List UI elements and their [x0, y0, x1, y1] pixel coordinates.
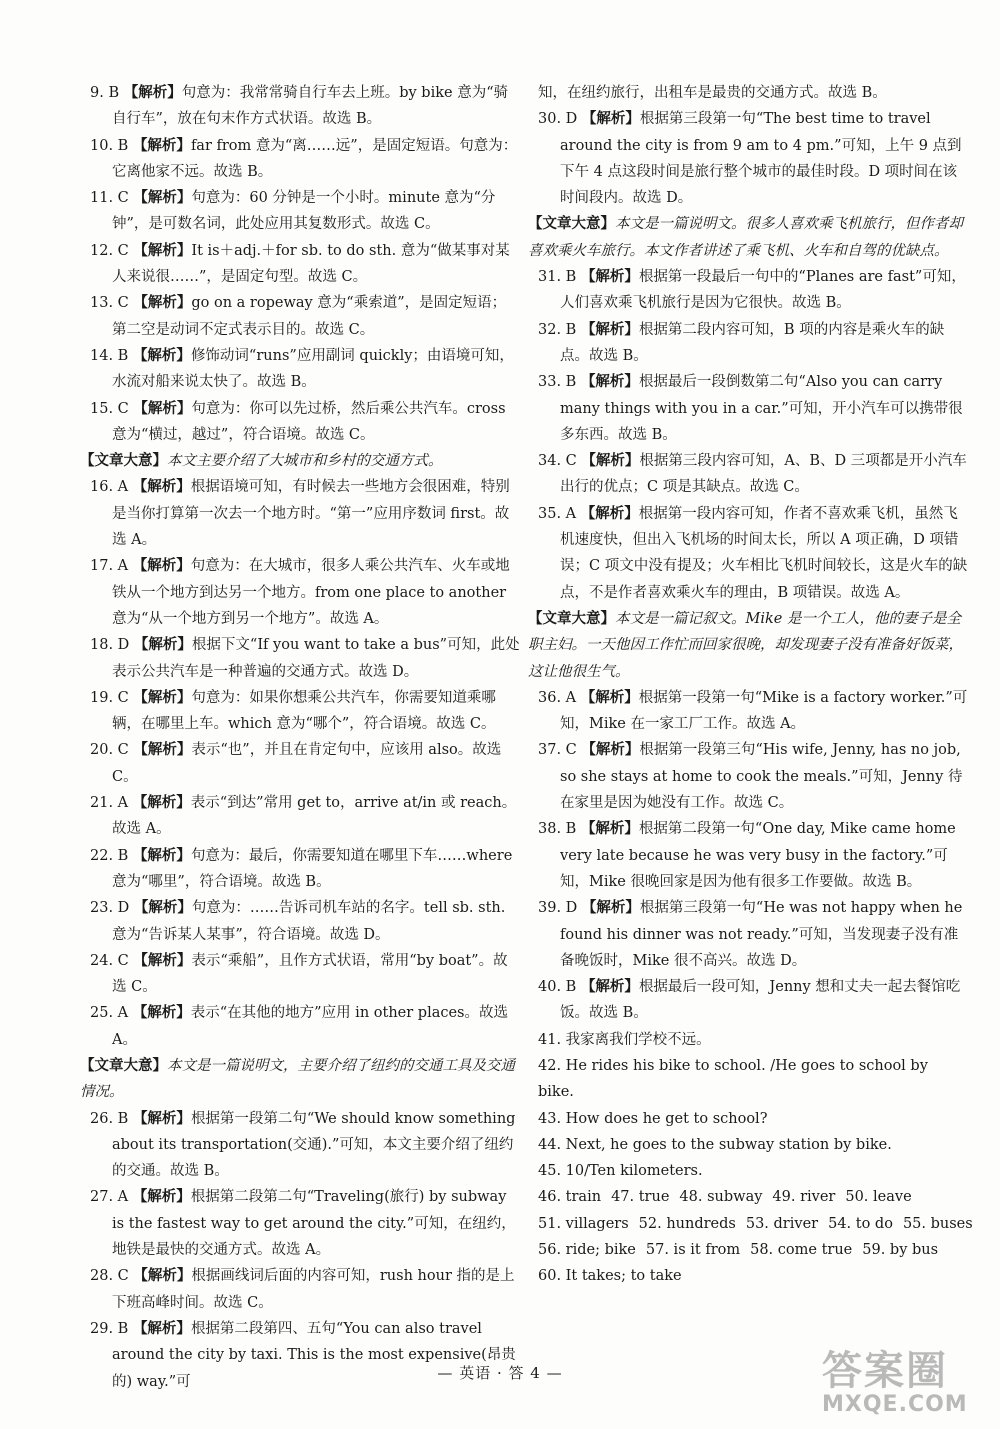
article-summary — [528, 606, 968, 685]
answer-number: 13. C — [90, 295, 134, 312]
analysis-tag: 【解析】 — [580, 821, 639, 838]
analysis-tag: 【解析】 — [132, 1320, 191, 1337]
answer-explanation — [90, 133, 520, 186]
analysis-text: go on a ropeway 意为“乘索道”，是固定短语；第二空是动词不定式表示目的。故选 C。 — [112, 295, 507, 338]
analysis-text: 根据第三段第一句“The best time to travel around the city is from 9 am to 4 pm.”可知，上午 9 点到下午 4 点这段时间是旅行整个城市的最佳时段。D 项时间在该时间段内。故选 D。 — [560, 111, 962, 207]
analysis-tag: 【解析】 — [580, 979, 639, 996]
answer-number: 26. B — [90, 1110, 133, 1127]
analysis-text: It is＋adj.＋for sb. to do sth. 意为“做某事对某人来说很……”，是固定句型。故选 C。 — [112, 242, 510, 286]
answer-explanation — [90, 632, 520, 685]
summary-text: 本文是一篇说明文。很多人喜欢乘飞机旅行，但作者却喜欢乘火车旅行。本文作者讲述了乘飞机、火车和自驾的优缺点。 — [528, 216, 963, 259]
answer-explanation — [538, 895, 968, 974]
analysis-tag: 【解析】 — [133, 742, 192, 759]
analysis-tag: 【解析】 — [132, 347, 191, 364]
answer-explanation — [90, 1000, 520, 1053]
summary-text: 本文是一篇记叙文。Mike 是一个工人，他的妻子是全职主妇。一天他因工作忙而回家很晚，却发现妻子没有准备好饭菜，这让他很生气。 — [528, 610, 963, 680]
watermark-logo — [822, 1349, 982, 1423]
answer-cell: 47. true — [611, 1189, 670, 1206]
analysis-text: 表示“在其他的地方”应用 in other places。故选 A。 — [112, 1005, 508, 1048]
analysis-tag: 【解析】 — [132, 1005, 191, 1022]
answer-cell: 60. It takes; to take — [538, 1268, 682, 1285]
answer-cell: 50. leave — [845, 1189, 912, 1206]
answer-explanation — [90, 553, 520, 632]
analysis-tag: 【解析】 — [133, 295, 192, 312]
analysis-tag: 【解析】 — [123, 85, 182, 101]
analysis-text: 根据第一段第二句“We should know something about its transportation(交通).”可知，本文主要介绍了纽约的交通。故选 B。 — [112, 1110, 516, 1180]
analysis-text: 根据第一段第一句“Mike is a factory worker.”可知，Mike 在一家工厂工作。故选 A。 — [560, 689, 968, 733]
summary-tag: 【文章大意】 — [528, 216, 615, 233]
analysis-text: 根据第三段内容可知，A、B、D 三项都是开小汽车出行的优点；C 项是其缺点。故选 C。 — [560, 453, 967, 496]
article-summary — [528, 211, 968, 264]
answer-explanation — [90, 185, 520, 238]
analysis-tag: 【解析】 — [581, 900, 640, 917]
analysis-text: 根据第二段第一句“One day, Mike came home very late because he was very busy in the factory.”可知，Mike 很晚回家是因为他有很多工作要做。故选 B。 — [560, 821, 956, 890]
answer-line: 42. He rides his bike to school. /He goes to school by bike. — [538, 1057, 928, 1101]
analysis-tag: 【解析】 — [133, 689, 192, 706]
analysis-text: 句意为：60 分钟是一个小时。minute 意为“分钟”，是可数名词，此处应用其复数形式。故选 C。 — [112, 190, 496, 233]
answer-number: 34. C — [538, 453, 582, 470]
answer-number: 16. A — [90, 479, 133, 496]
answer-line: 41. 我家离我们学校不远。 — [538, 1031, 711, 1048]
answer-explanation — [538, 264, 968, 317]
answer-number: 27. A — [90, 1189, 133, 1206]
left-column — [80, 80, 520, 1395]
answer-number: 36. A — [538, 689, 581, 706]
analysis-text: 根据最后一段倒数第二句“Also you can carry many things with you in a car.”可知，开小汽车可以携带很多东西。故选 B。 — [560, 374, 963, 443]
answer-explanation — [90, 343, 520, 396]
analysis-text: 根据画线词后面的内容可知，rush hour 指的是上下班高峰时间。故选 C。 — [112, 1268, 515, 1311]
answer-number: 39. D — [538, 900, 582, 917]
answer-row — [538, 1237, 968, 1263]
answer-explanation — [538, 448, 968, 501]
answer-number: 9. B — [90, 85, 124, 101]
answer-explanation — [538, 685, 968, 738]
analysis-text: 句意为：你可以先过桥，然后乘公共汽车。cross 意为“横过，越过”，符合语境。故选 C。 — [112, 400, 506, 443]
right-column — [528, 80, 973, 1290]
answer-number: 25. A — [90, 1005, 133, 1022]
answer-number: 37. C — [538, 742, 582, 759]
analysis-tag: 【解析】 — [133, 1268, 192, 1285]
analysis-text: 句意为：在大城市，很多人乘公共汽车、火车或地铁从一个地方到达另一个地方。from one place to another 意为“从一个地方到另一个地方”。故选 A。 — [112, 558, 510, 627]
answer-line: 45. 10/Ten kilometers. — [538, 1163, 703, 1180]
answer-cell: 55. buses — [902, 1215, 973, 1232]
answer-number: 33. B — [538, 374, 581, 391]
analysis-text: 根据第二段内容可知，B 项的内容是乘火车的缺点。故选 B。 — [560, 321, 945, 364]
answer-explanation — [90, 1184, 520, 1263]
answer-explanation — [90, 290, 520, 343]
analysis-tag: 【解析】 — [132, 1110, 191, 1127]
analysis-tag: 【解析】 — [132, 137, 191, 154]
answer-cell: 51. villagers — [538, 1215, 629, 1232]
analysis-tag: 【解析】 — [133, 400, 192, 417]
summary-tag: 【文章大意】 — [80, 1057, 167, 1074]
analysis-tag: 【解析】 — [132, 847, 191, 864]
analysis-tag: 【解析】 — [132, 1189, 191, 1206]
answer-number: 22. B — [90, 847, 133, 864]
analysis-text: 修饰动词“runs”应用副词 quickly；由语境可知，水流对船来说太快了。故选 B。 — [112, 347, 514, 391]
answer-number: 40. B — [538, 979, 581, 996]
answer-row — [538, 1211, 973, 1237]
answer-cell: 53. driver — [745, 1215, 819, 1232]
answer-number: 20. C — [90, 742, 134, 759]
answer-explanation — [90, 685, 520, 738]
answer-number: 29. B — [90, 1320, 133, 1337]
analysis-tag: 【解析】 — [133, 190, 192, 207]
answer-number: 10. B — [90, 137, 133, 154]
analysis-tag: 【解析】 — [581, 111, 640, 128]
answer-explanation — [90, 1316, 520, 1395]
answer-cell: 52. hundreds — [638, 1215, 736, 1232]
analysis-tag: 【解析】 — [132, 479, 191, 496]
answer-number: 18. D — [90, 637, 134, 654]
summary-tag: 【文章大意】 — [80, 453, 167, 470]
analysis-text: 表示“乘船”，且作方式状语，常用“by boat”。故选 C。 — [112, 952, 508, 996]
analysis-text: 句意为：我常常骑自行车去上班。by bike 意为“骑自行车”，放在句末作方式状语。故选 B。 — [112, 85, 509, 128]
answer-cell: 48. subway — [679, 1189, 763, 1206]
answer-line: 知，在纽约旅行，出租车是最贵的交通方式。故选 B。 — [538, 85, 887, 101]
analysis-tag: 【解析】 — [133, 952, 192, 969]
analysis-tag: 【解析】 — [133, 900, 192, 917]
answer-explanation — [90, 1106, 520, 1185]
answer-cell: 59. by bus — [862, 1242, 939, 1259]
analysis-text: 根据第三段第一句“He was not happy when he found his dinner was not ready.”可知，当发现妻子没有准备晚饭时，Mike 很不高兴。故选 D。 — [560, 900, 963, 969]
answer-explanation — [90, 948, 520, 1001]
answer-cell: 49. river — [772, 1189, 836, 1206]
answer-number: 23. D — [90, 900, 134, 917]
answer-number: 38. B — [538, 821, 581, 838]
watermark-title: 答案圈 — [822, 1348, 948, 1394]
answer-number: 24. C — [90, 952, 134, 969]
answer-explanation — [90, 238, 520, 291]
analysis-tag: 【解析】 — [580, 689, 639, 706]
analysis-tag: 【解析】 — [581, 453, 640, 470]
summary-text: 本文是一篇说明文，主要介绍了纽约的交通工具及交通情况。 — [80, 1057, 515, 1101]
analysis-tag: 【解析】 — [580, 321, 639, 338]
answer-cell: 57. is it from — [645, 1242, 741, 1259]
analysis-tag: 【解析】 — [581, 742, 640, 759]
analysis-text: 根据第一段最后一句中的“Planes are fast”可知，人们喜欢乘飞机旅行是因为它很快。故选 B。 — [560, 269, 966, 312]
analysis-text: far from 意为“离……远”，是固定短语。句意为：它离他家不远。故选 B。 — [112, 137, 518, 180]
answer-number: 31. B — [538, 269, 581, 286]
answer-cell: 46. train — [538, 1189, 602, 1206]
answer-explanation — [90, 396, 520, 449]
analysis-tag: 【解析】 — [580, 374, 639, 391]
answer-number: 30. D — [538, 111, 582, 128]
analysis-tag: 【解析】 — [580, 269, 639, 286]
answer-line: 43. How does he get to school? — [538, 1110, 768, 1127]
analysis-text: 根据下文“If you want to take a bus”可知，此处表示公共汽车是一种普遍的交通方式。故选 D。 — [112, 637, 520, 680]
analysis-tag: 【解析】 — [133, 637, 192, 654]
answer-explanation — [90, 790, 520, 843]
answer-explanation — [90, 895, 520, 948]
answer-row — [538, 1184, 968, 1210]
analysis-text: 根据第一段内容可知，作者不喜欢乘飞机，虽然飞机速度快，但出入飞机场的时间太长，所以 A 项正确，D 项错误；C 项文中没有提及；火车相比飞机时间较长，这是火车的缺点，不是作者喜欢乘火车的理由，B 项错误。故选 A。 — [560, 505, 968, 601]
answer-explanation — [90, 474, 520, 553]
answer-explanation — [538, 816, 968, 895]
analysis-text: 根据第一段第三句“His wife, Jenny, has no job, so she stays at home to cook the meals.”可知，Jenny 待在家里是因为她没有工作。故选 C。 — [560, 742, 963, 812]
analysis-text: 表示“也”，并且在肯定句中，应该用 also。故选 C。 — [112, 742, 502, 785]
analysis-text: 表示“到达”常用 get to，arrive at/in 或 reach。故选 A。 — [112, 795, 517, 838]
answer-number: 19. C — [90, 689, 134, 706]
answer-number: 35. A — [538, 505, 581, 522]
answer-cell: 54. to do — [828, 1215, 893, 1232]
summary-tag: 【文章大意】 — [528, 610, 615, 627]
answer-number: 32. B — [538, 321, 581, 338]
watermark-domain: MXQE.COM — [822, 1392, 968, 1417]
answer-number: 15. C — [90, 400, 134, 417]
answer-number: 11. C — [90, 190, 134, 207]
answer-explanation — [90, 1263, 520, 1316]
answer-number: 17. A — [90, 558, 133, 575]
answer-explanation — [538, 501, 968, 606]
analysis-text: 根据第二段第四、五句“You can also travel around the city by taxi. This is the most expensive(昂贵的) way.”可 — [112, 1320, 516, 1390]
answer-number: 28. C — [90, 1268, 134, 1285]
answer-explanation — [538, 317, 968, 370]
answer-cell: 58. come true — [750, 1242, 853, 1259]
answer-explanation — [538, 737, 968, 816]
analysis-text: 句意为：……告诉司机车站的名字。tell sb. sth. 意为“告诉某人某事”，符合语境。故选 D。 — [112, 900, 506, 943]
analysis-tag: 【解析】 — [580, 505, 639, 522]
answer-explanation — [90, 80, 520, 133]
analysis-tag: 【解析】 — [132, 558, 191, 575]
answer-explanation — [90, 737, 520, 790]
analysis-text: 根据最后一段可知，Jenny 想和丈夫一起去餐馆吃饭。故选 B。 — [560, 979, 961, 1022]
answer-number: 12. C — [90, 242, 134, 259]
answer-line: 44. Next, he goes to the subway station by bike. — [538, 1136, 892, 1153]
analysis-tag: 【解析】 — [132, 795, 191, 812]
analysis-text: 句意为：如果你想乘公共汽车，你需要知道乘哪辆，在哪里上车。which 意为“哪个”，符合语境。故选 C。 — [112, 689, 496, 733]
answer-number: 21. A — [90, 795, 133, 812]
answer-explanation — [538, 974, 968, 1027]
analysis-text: 句意为：最后，你需要知道在哪里下车……where 意为“哪里”，符合语境。故选 B。 — [112, 847, 513, 890]
summary-text: 本文主要介绍了大城市和乡村的交通方式。 — [167, 453, 443, 470]
analysis-text: 根据第二段第二句“Traveling(旅行) by subway is the fastest way to get around the city.”可知，在纽约，地铁是最快的交通方式。故选 A。 — [112, 1189, 516, 1259]
answer-row — [538, 1263, 968, 1289]
answer-explanation — [538, 369, 968, 448]
answer-cell: 56. ride; bike — [538, 1242, 636, 1259]
analysis-tag: 【解析】 — [133, 242, 192, 259]
article-summary — [80, 1053, 520, 1106]
answer-explanation — [90, 843, 520, 896]
answer-explanation — [538, 106, 968, 211]
page-footer: — 英语 · 答 4 — — [437, 1364, 563, 1382]
analysis-text: 根据语境可知，有时候去一些地方会很困难，特别是当你打算第一次去一个地方时。“第一”应用序数词 first。故选 A。 — [112, 479, 510, 549]
answer-number: 14. B — [90, 347, 133, 364]
article-summary — [80, 448, 520, 474]
